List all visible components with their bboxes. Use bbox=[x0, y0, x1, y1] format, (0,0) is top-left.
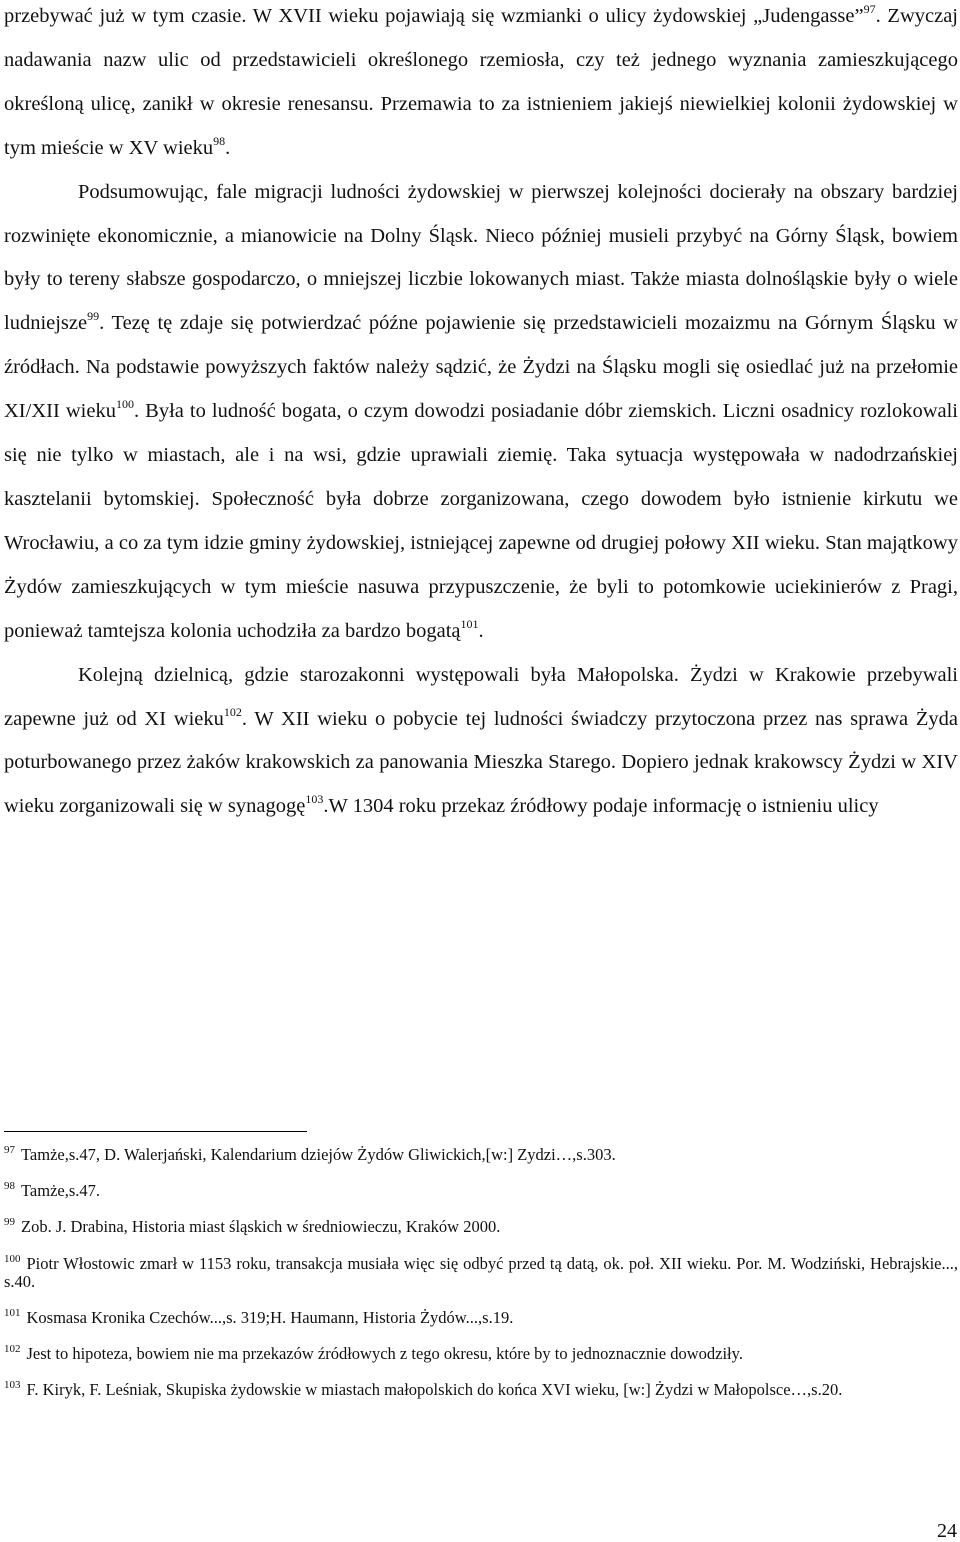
footnote-text: Tamże,s.47. bbox=[21, 1181, 101, 1201]
text-run: Kolejną dzielnicą, gdzie starozakonni występowali była Małopolska. Żydzi w Krakowie przebywali zapewne już od XI wieku bbox=[4, 663, 958, 730]
footnote-text: Piotr Włostowic zmarł w 1153 roku, transakcja musiała więc się odbyć przed tą datą, ok. poł. XII wieku. Por. M. Wodziński, Hebrajskie..., s.40. bbox=[4, 1253, 958, 1291]
text-run: przebywać już w tym czasie. W XVII wieku pojawiają się wzmianki o ulicy żydowskiej „Judengasse” bbox=[4, 5, 864, 27]
footnote-number: 98 bbox=[4, 1180, 15, 1193]
footnote bbox=[4, 1306, 958, 1327]
footnote-number: 101 bbox=[4, 1306, 21, 1319]
footnote-number: 97 bbox=[4, 1144, 15, 1156]
footnote bbox=[4, 1218, 958, 1236]
body-paragraph bbox=[4, 0, 958, 171]
footnote-reference: 103 bbox=[305, 792, 324, 807]
body-paragraph bbox=[4, 171, 958, 654]
text-run: .W 1304 roku przekaz źródłowy podaje informację o istnieniu ulicy bbox=[323, 795, 879, 818]
footnote-text: F. Kiryk, F. Leśniak, Skupiska żydowskie w miastach małopolskich do końca XVI wieku, [w:] Żydzi w Małopolsce…,s.20. bbox=[26, 1380, 843, 1400]
footnote bbox=[4, 1146, 958, 1164]
text-run: . bbox=[225, 136, 231, 159]
footnote bbox=[4, 1342, 958, 1363]
footnote-number: 102 bbox=[4, 1342, 21, 1355]
text-run: . bbox=[478, 619, 484, 642]
footnote-text: Kosmasa Kronika Czechów...,s. 319;H. Haumann, Historia Żydów...,s.19. bbox=[26, 1307, 514, 1327]
footnote-reference: 98 bbox=[213, 133, 226, 148]
footnote-number: 103 bbox=[4, 1379, 21, 1392]
page-number: 24 bbox=[937, 1520, 957, 1542]
main-text bbox=[4, 0, 958, 829]
footnote-reference: 102 bbox=[223, 704, 242, 719]
footnote-separator bbox=[4, 1131, 307, 1132]
footnote bbox=[4, 1252, 958, 1291]
footnote bbox=[4, 1381, 958, 1399]
text-run: . Zwyczaj nadawania nazw ulic od przedstawicieli określonego rzemiosła, czy też jednego wyznania zamieszkującego określoną ulicę, zanikł w okresie renesansu. Przemawia to za istnieniem jakiejś niewielkiej kolonii żydowskiej w tym mieście w XV wieku bbox=[4, 5, 958, 159]
footnotes bbox=[4, 1146, 958, 1417]
footnote-number: 100 bbox=[4, 1252, 21, 1265]
body-paragraph bbox=[4, 654, 958, 830]
text-run: . Była to ludność bogata, o czym dowodzi posiadanie dóbr ziemskich. Liczni osadnicy rozlokowali się nie tylko w miastach, ale i na wsi, gdzie uprawiali ziemię. Taka sytuacja występowała w nadodrzańskiej kasztelanii bytomskiej. Społeczność była dobrze zorganizowana, czego dowodem było istnienie kirkutu we Wrocławiu, a co za tym idzie gminy żydowskiej, istniejącej zapewne od drugiej połowy XII wieku. Stan majątkowy Żydów zamieszkujących w tym mieście nasuwa przypuszczenie, że byli to potomkowie uciekinierów z Pragi, ponieważ tamtejsza kolonia uchodziła za bardzo bogatą bbox=[4, 400, 958, 642]
footnote bbox=[4, 1182, 958, 1200]
text-run: . W XII wieku o pobycie tej ludności świadczy przytoczona przez nas sprawa Żyda poturbowanego przez żaków krakowskich za panowania Mieszka Starego. Dopiero jednak krakowscy Żydzi w XIV wieku zorganizowali się w synagogę bbox=[4, 707, 958, 818]
footnote-text: Zob. J. Drabina, Historia miast śląskich w średniowieczu, Kraków 2000. bbox=[21, 1217, 501, 1237]
footnote-reference: 97 bbox=[863, 2, 876, 16]
text-run: . Tezę tę zdaje się potwierdzać późne pojawienie się przedstawicieli mozaizmu na Górnym Śląsku w źródłach. Na podstawie powyższych faktów należy sądzić, że Żydzi na Śląsku mogli się osiedlać już na przełomie XI/XII wieku bbox=[4, 312, 958, 423]
footnote-reference: 99 bbox=[87, 309, 100, 324]
footnote-number: 99 bbox=[4, 1216, 15, 1229]
footnote-reference: 100 bbox=[115, 397, 134, 412]
footnote-text: Jest to hipoteza, bowiem nie ma przekazów źródłowych z tego okresu, które by to jednoznacznie dowodziły. bbox=[26, 1343, 743, 1363]
footnote-reference: 101 bbox=[460, 616, 479, 631]
text-run: Podsumowując, fale migracji ludności żydowskiej w pierwszej kolejności docierały na obszary bardziej rozwinięte ekonomicznie, a mianowicie na Dolny Śląsk. Nieco później musieli przybyć na Górny Śląsk, bowiem były to tereny słabsze gospodarczo, o mniejszej liczbie lokowanych miast. Także miasta dolnośląskie były o wiele ludniejsze bbox=[4, 180, 958, 335]
footnote-text: Tamże,s.47, D. Walerjański, Kalendarium dziejów Żydów Gliwickich,[w:] Zydzi…,s.303. bbox=[21, 1145, 616, 1164]
